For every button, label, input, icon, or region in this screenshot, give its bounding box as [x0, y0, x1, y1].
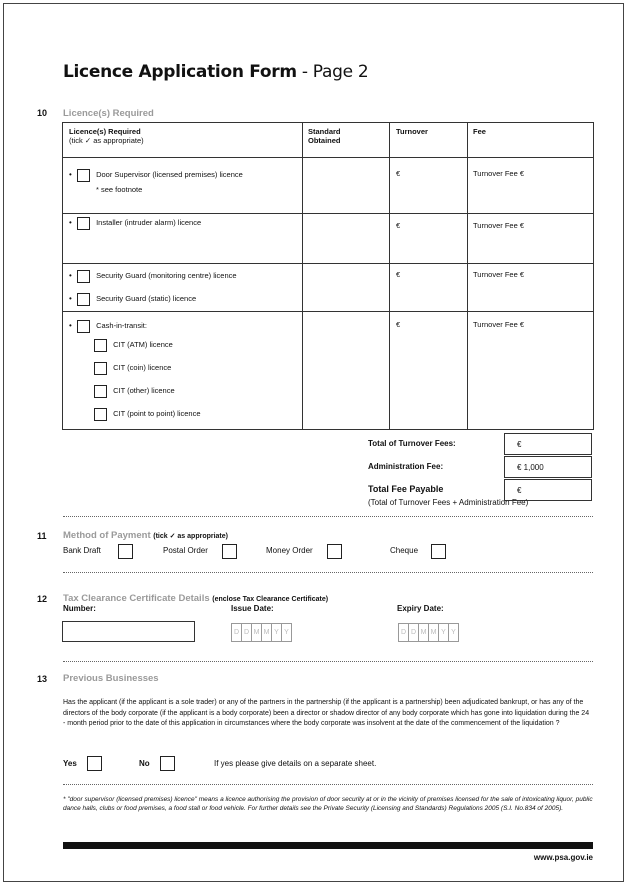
col-header-licences-line2: (tick ✓ as appropriate) [69, 136, 144, 145]
guard-static-checkbox[interactable] [77, 293, 90, 306]
admin-fee-field: € 1,000 [504, 456, 592, 478]
tax-number-label: Number: [63, 604, 96, 613]
total-payable-field[interactable]: € [504, 479, 592, 501]
row-installer [69, 217, 201, 230]
bullet-icon: • [69, 170, 72, 180]
cit-atm-checkbox[interactable] [94, 339, 107, 352]
table-row-divider [63, 263, 593, 264]
col-header-turnover: Turnover [396, 127, 428, 136]
footer-bar [63, 842, 593, 849]
date-digit: M [251, 623, 262, 642]
cit-atm-label: CIT (ATM) licence [113, 340, 173, 350]
guard-turnover-fee: Turnover Fee € [473, 270, 524, 279]
total-turnover-label: Total of Turnover Fees: [368, 439, 456, 448]
section-10-number: 10 [37, 108, 48, 118]
section-10-heading: Licence(s) Required [63, 108, 154, 119]
door-supervisor-label: Door Supervisor (licensed premises) licence [96, 170, 243, 180]
installer-checkbox[interactable] [77, 217, 90, 230]
section-12-note: (enclose Tax Clearance Certificate) [212, 596, 329, 603]
money-order-label: Money Order [266, 546, 313, 555]
bank-draft-option [63, 546, 101, 555]
row-cit-coin [94, 362, 171, 375]
table-divider [389, 123, 390, 429]
row-guard-monitoring [69, 270, 237, 283]
col-header-standard-line2: Obtained [308, 136, 341, 145]
section-11-note: (tick ✓ as appropriate) [153, 533, 228, 540]
cit-other-label: CIT (other) licence [113, 386, 175, 396]
cit-coin-checkbox[interactable] [94, 362, 107, 375]
section-11-heading [63, 530, 228, 541]
col-header-standard [308, 127, 341, 145]
licence-table [62, 122, 594, 430]
details-note: If yes please give details on a separate sheet. [214, 759, 377, 768]
guard-monitoring-checkbox[interactable] [77, 270, 90, 283]
previous-businesses-question: Has the applicant (if the applicant is a sole trader) or any of the partners in the partnership (if the applicant is a partnership) been adjudicated bankrupt, or has any of the directors of the body corporate (if the applicant is a body corporate) been a director or shadow director of any body corporate which has gone into liquidation during the 24 - month period prior to the date of this application in circumstances where the body corporate was insolvent at the date of the commencement of the liquidation ? [63, 699, 590, 727]
bank-draft-checkbox[interactable] [118, 544, 133, 559]
date-digit: D [398, 623, 409, 642]
total-payable-label: Total Fee Payable [368, 484, 444, 494]
section-12-heading-text: Tax Clearance Certificate Details [63, 593, 210, 604]
row-guard-static [69, 293, 196, 306]
section-12-heading [63, 593, 328, 604]
installer-turnover-fee: Turnover Fee € [473, 221, 524, 230]
table-row-divider [63, 213, 593, 214]
cit-p2p-label: CIT (point to point) licence [113, 409, 201, 419]
cheque-label: Cheque [390, 546, 419, 555]
col-header-licences-line1: Licence(s) Required [69, 127, 141, 136]
door-supervisor-footnote-ref: * see footnote [96, 185, 143, 194]
expiry-date-label: Expiry Date: [397, 604, 444, 613]
cit-coin-label: CIT (coin) licence [113, 363, 172, 373]
section-13-number: 13 [37, 674, 48, 684]
title-separator: - [296, 62, 313, 82]
cit-turnover-fee: Turnover Fee € [473, 320, 524, 329]
title-main: Licence Application Form [63, 62, 297, 82]
table-divider [302, 123, 303, 429]
date-digit: D [408, 623, 419, 642]
installer-turnover-euro: € [396, 221, 401, 230]
issue-date-label: Issue Date: [231, 604, 274, 613]
cit-p2p-checkbox[interactable] [94, 408, 107, 421]
table-row-divider [63, 157, 593, 158]
bullet-icon: • [69, 294, 72, 304]
bullet-icon: • [69, 218, 72, 228]
row-cit-other [94, 385, 175, 398]
section-divider [63, 516, 593, 517]
date-digit: D [231, 623, 242, 642]
date-digit: Y [448, 623, 459, 642]
date-digit: D [241, 623, 252, 642]
date-digit: Y [271, 623, 282, 642]
tax-number-input[interactable] [62, 621, 195, 642]
section-divider [63, 784, 593, 785]
row-cit-p2p [94, 408, 201, 421]
yes-label: Yes [63, 759, 77, 768]
no-label: No [139, 759, 150, 768]
section-11-number: 11 [37, 531, 47, 541]
date-digit: M [261, 623, 272, 642]
admin-fee-label: Administration Fee: [368, 462, 444, 471]
cit-other-checkbox[interactable] [94, 385, 107, 398]
expiry-date-input[interactable] [398, 623, 458, 642]
bullet-icon: • [69, 321, 72, 331]
col-header-standard-line1: Standard [308, 127, 341, 136]
date-digit: M [418, 623, 429, 642]
title-page: Page 2 [312, 62, 369, 82]
cit-label: Cash-in-transit: [96, 321, 147, 331]
section-11-heading-text: Method of Payment [63, 530, 151, 541]
row-cit-atm [94, 339, 173, 352]
bullet-icon: • [69, 271, 72, 281]
table-row-divider [63, 311, 593, 312]
col-header-fee: Fee [473, 127, 486, 136]
website-link[interactable]: www.psa.gov.ie [533, 853, 593, 862]
row-door-supervisor [69, 169, 243, 182]
cit-checkbox[interactable] [77, 320, 90, 333]
yes-checkbox[interactable] [87, 756, 102, 771]
postal-order-checkbox[interactable] [222, 544, 237, 559]
cheque-checkbox[interactable] [431, 544, 446, 559]
door-supervisor-checkbox[interactable] [77, 169, 90, 182]
date-digit: M [428, 623, 439, 642]
guard-static-label: Security Guard (static) licence [96, 294, 197, 304]
total-turnover-field[interactable]: € [504, 433, 592, 455]
section-divider [63, 661, 593, 662]
section-13-heading: Previous Businesses [63, 673, 159, 684]
cit-turnover-euro: € [396, 320, 401, 329]
postal-order-label: Postal Order [163, 546, 208, 555]
bank-draft-label: Bank Draft [63, 546, 101, 555]
money-order-checkbox[interactable] [327, 544, 342, 559]
guard-turnover-euro: € [396, 270, 401, 279]
issue-date-input[interactable] [231, 623, 291, 642]
date-digit: Y [438, 623, 449, 642]
col-header-licences [69, 127, 144, 145]
section-12-number: 12 [37, 594, 48, 604]
row-cit [69, 320, 147, 333]
table-divider [467, 123, 468, 429]
page-title [63, 62, 368, 82]
date-digit: Y [281, 623, 292, 642]
door-turnover-euro: € [396, 169, 401, 178]
section-divider [63, 572, 593, 573]
installer-label: Installer (intruder alarm) licence [96, 218, 202, 228]
footnote: * "door supervisor (licensed premises) licence" means a licence authorising the provision of door security at or in the vicinity of premises licensed for the sale of intoxicating liquor, public dance halls, clubs or food premises, a food stall or food vehicle. For further details see the Private Security (Licensing and Standards) Regulations 2005 (S.I. No.834 of 2005). [63, 796, 593, 812]
guard-monitoring-label: Security Guard (monitoring centre) licence [96, 271, 237, 281]
total-payable-note: (Total of Turnover Fees + Administration Fee) [368, 498, 529, 507]
door-turnover-fee: Turnover Fee € [473, 169, 524, 178]
no-checkbox[interactable] [160, 756, 175, 771]
